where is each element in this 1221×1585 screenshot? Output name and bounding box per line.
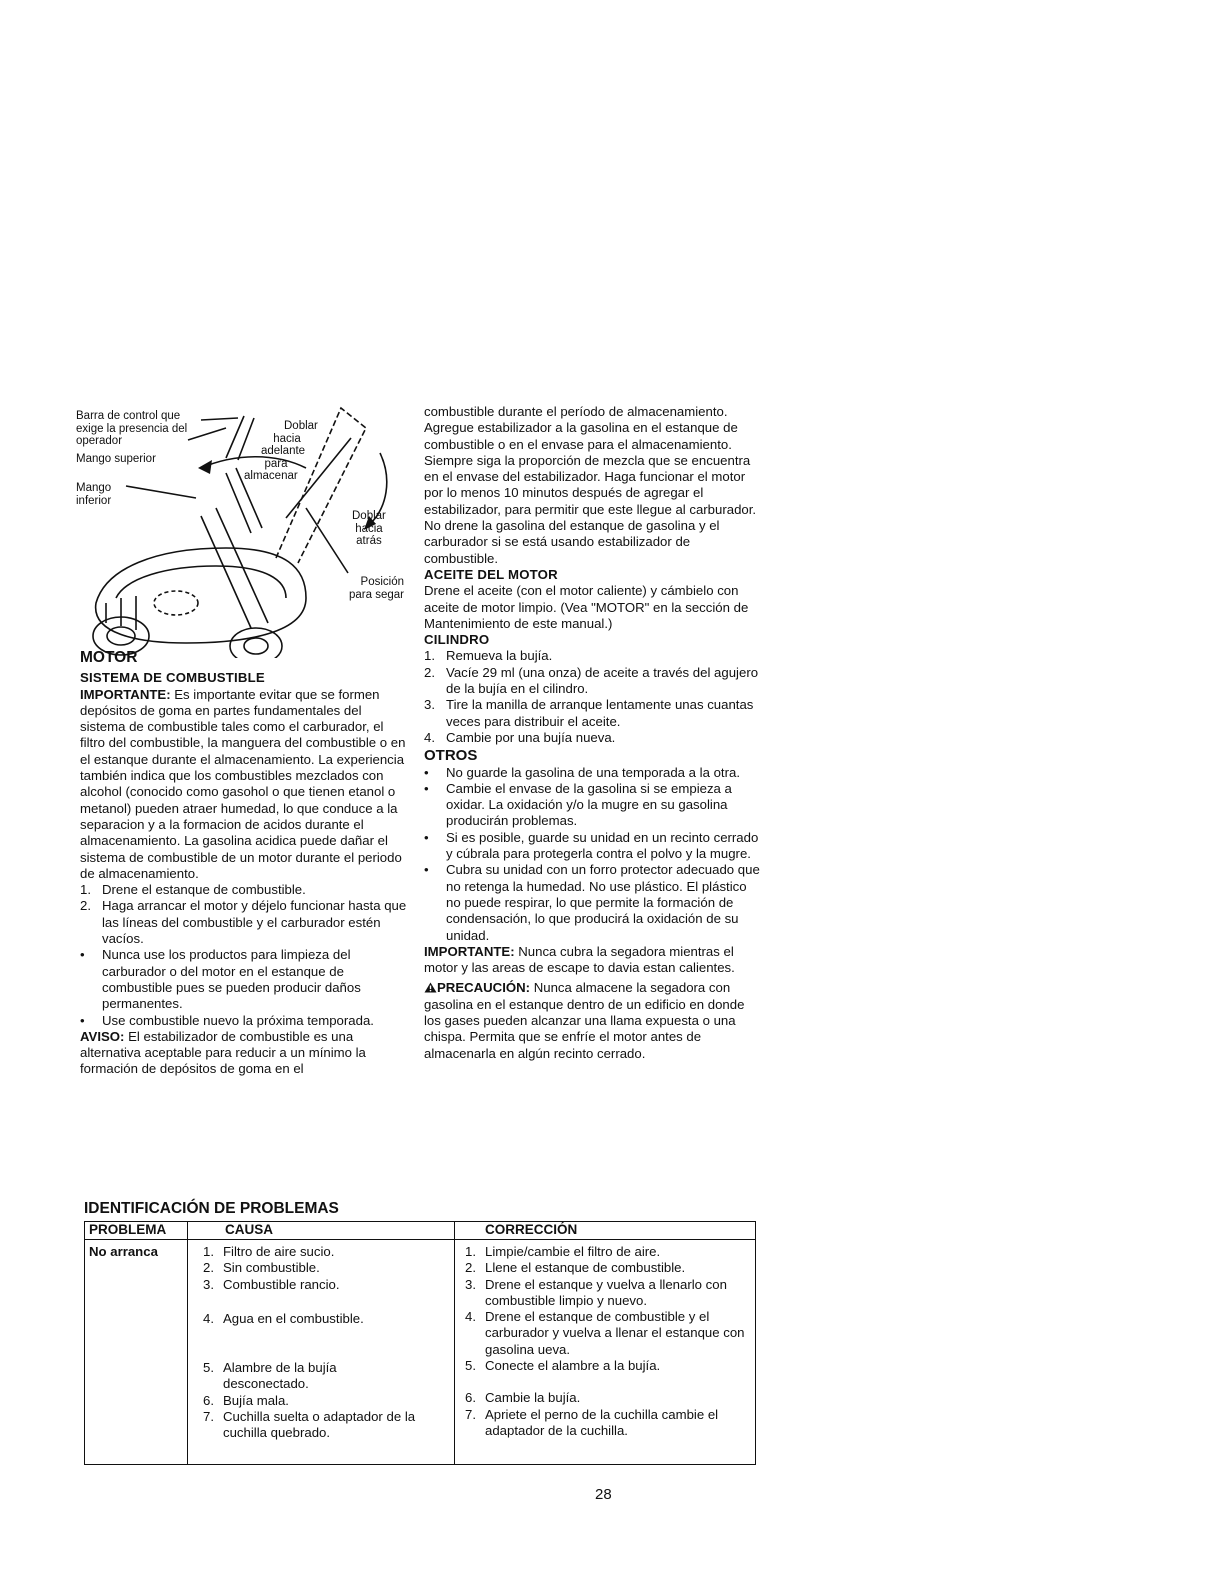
important-text: Es importante evitar que se formen depósitos de goma en partes fundamentales del sistema de combustible tales como el carburador, el filtro del combustible, la manguera del combustible o en el estanque durante el almacenamiento. La experiencia también indica que los combustibles mezclados con alcohol (conocido como gasohol o que tienen etanol o metanol) pueden atraer humedad, lo que conduce a la separacion y a la formacion de acidos durante el almacenamiento. La gasolina acidica puede dañar el sistema de combustible de un motor durante el periodo de almacenamiento. — [80, 686, 406, 881]
list-item — [424, 862, 762, 943]
list-marker: 1. — [80, 882, 91, 898]
troubleshooting-table — [84, 1221, 756, 1465]
important-label: IMPORTANTE: — [80, 686, 171, 702]
list-text: Remueva la bujía. — [446, 648, 553, 664]
row-text: Agua en el combustible. — [223, 1310, 364, 1326]
row-number: 4. — [465, 1309, 476, 1325]
important-label: IMPORTANTE: — [424, 943, 515, 959]
fold-back-label — [352, 510, 386, 548]
troubleshooting-heading: IDENTIFICACIÓN DE PROBLEMAS — [84, 1200, 339, 1217]
list-item — [424, 648, 762, 664]
column-divider — [187, 1222, 188, 1464]
row-text: Llene el estanque de combustible. — [485, 1260, 686, 1276]
list-text: No guarde la gasolina de una temporada a la otra. — [446, 764, 740, 780]
bullet-marker: • — [80, 947, 85, 963]
list-item — [80, 947, 410, 1012]
table-row — [203, 1311, 443, 1327]
control-bar-label — [76, 410, 187, 448]
table-row — [203, 1260, 443, 1276]
list-text: Drene el estanque de combustible. — [102, 882, 306, 898]
table-row — [465, 1390, 750, 1406]
row-text: Conecte el alambre a la bujía. — [485, 1358, 661, 1374]
row-text: Bujía mala. — [223, 1392, 289, 1408]
row-number: 5. — [465, 1358, 476, 1374]
row-text: Apriete el perno de la cuchilla cambie el adaptador de la cuchilla. — [485, 1406, 719, 1438]
row-text: Alambre de la bujía desconectado. — [223, 1360, 337, 1392]
row-number: 6. — [203, 1392, 214, 1408]
label-line: Doblar — [284, 420, 318, 432]
list-item — [424, 730, 762, 746]
list-text: Si es posible, guarde su unidad en un recinto cerrado y cúbrala para protegerla contra el polvo y la mugre. — [446, 829, 759, 862]
lower-handle-label — [76, 482, 111, 507]
list-item — [80, 898, 410, 947]
table-row — [203, 1277, 443, 1293]
row-number: 1. — [465, 1244, 476, 1259]
row-number: 6. — [465, 1390, 476, 1406]
list-item — [424, 765, 762, 781]
right-column — [424, 404, 762, 1062]
row-number: 5. — [203, 1360, 214, 1376]
label-line: hacia — [355, 522, 383, 535]
list-item — [424, 665, 762, 698]
row-text: Drene el estanque y vuelva a llenarlo con combustible limpio y nuevo. — [485, 1276, 727, 1308]
page-number: 28 — [595, 1486, 612, 1503]
list-text: Use combustible nuevo la próxima temporada. — [102, 1012, 374, 1028]
list-text: Cambie el envase de la gasolina si se empieza a oxidar. La oxidación y/o la mugre en su gasolina producirán problemas. — [446, 780, 732, 829]
row-text: Limpie/cambie el filtro de aire. — [485, 1244, 661, 1259]
fuel-bullets-list — [80, 947, 410, 1028]
list-item — [80, 882, 410, 898]
list-marker: 2. — [80, 898, 91, 914]
row-text: Filtro de aire sucio. — [223, 1244, 335, 1259]
engine-oil-paragraph: Drene el aceite (con el motor caliente) y cámbielo con aceite de motor limpio. (Vea "MOTOR" en la sección de Mantenimiento de este manual.) — [424, 583, 749, 631]
list-text: Vacíe 29 ml (una onza) de aceite a través del agujero de la bujía en el cilindro. — [446, 664, 759, 697]
column-divider — [454, 1222, 455, 1464]
list-text: Haga arrancar el motor y déjelo funcionar hasta que las líneas del combustible y el carburador estén vacíos. — [102, 898, 407, 947]
important-text: Nunca cubra la segadora mientras el motor y las areas de escape to davia estan calientes. — [424, 943, 735, 976]
corrections-cell — [465, 1244, 750, 1439]
row-text: Cambie la bujía. — [485, 1390, 581, 1406]
list-item — [424, 781, 762, 830]
row-number: 7. — [465, 1406, 476, 1422]
header-correction: CORRECCIÓN — [485, 1222, 578, 1237]
cylinder-steps-list — [424, 648, 762, 746]
stabilizer-paragraph: combustible durante el período de almacenamiento. Agregue estabilizador a la gasolina en el estanque de combustible o en el envase para el almacenamiento. Siempre siga la proporción de mezcla que se encuentra en el envase del estabilizador. Haga funcionar el motor por lo menos 10 minutos después de agregar el estabilizador, para permitir que este llegue al carburador. No drene la gasolina del estanque de gasolina y el carburador si se está usando estabilizador de combustible. — [424, 404, 757, 566]
bullet-marker: • — [424, 764, 429, 780]
table-row — [465, 1358, 750, 1374]
row-number: 2. — [203, 1260, 214, 1276]
notice-paragraph — [80, 1029, 410, 1078]
fuel-steps-list — [80, 882, 410, 947]
label-line: Doblar — [352, 510, 386, 522]
table-row — [203, 1409, 433, 1442]
left-column — [80, 650, 410, 1078]
table-row — [465, 1407, 750, 1440]
list-text: Nunca use los productos para limpieza del carburador o del motor en el estanque de combustible pues se pueden producir daños permanentes. — [102, 947, 361, 1012]
table-row — [465, 1309, 750, 1358]
label-line: hacia — [273, 432, 301, 445]
header-problem: PROBLEMA — [89, 1222, 167, 1237]
bullet-marker: • — [424, 862, 429, 878]
table-row — [465, 1244, 750, 1260]
engine-oil-heading: ACEITE DEL MOTOR — [424, 566, 558, 582]
label-line: exige la presencia del — [76, 422, 188, 435]
list-marker: 2. — [424, 664, 435, 680]
label-line: almacenar — [244, 470, 298, 482]
row-number: 1. — [203, 1244, 214, 1259]
list-text: Tire la manilla de arranque lentamente unas cuantas veces para distribuir el aceite. — [446, 697, 754, 729]
causes-cell — [203, 1244, 443, 1442]
label-line: Barra de control que — [76, 410, 181, 422]
mow-position-label — [342, 576, 404, 601]
list-text: Cambie por una bujía nueva. — [446, 729, 616, 745]
motor-heading: MOTOR — [80, 649, 138, 666]
mower-illustration — [76, 398, 414, 658]
problem-cell: No arranca — [89, 1244, 158, 1259]
list-marker: 1. — [424, 648, 435, 664]
fuel-system-heading: SISTEMA DE COMBUSTIBLE — [80, 670, 265, 686]
notice-label: AVISO: — [80, 1028, 125, 1044]
label-line: Mango — [76, 482, 112, 494]
important-paragraph-2 — [424, 944, 762, 977]
other-heading: OTROS — [424, 747, 478, 765]
row-number: 4. — [203, 1310, 214, 1326]
list-item — [424, 697, 762, 730]
warning-triangle-icon — [424, 982, 437, 993]
row-number: 7. — [203, 1409, 214, 1425]
label-line: Posición — [360, 576, 404, 588]
row-number: 3. — [465, 1276, 476, 1292]
caution-text: Nunca almacene la segadora con gasolina en el estanque dentro de un edificio en donde los gases pueden alcanzar una llama expuesta o una chispa. Permita que se enfríe el motor antes de almacenarla en algún recinto cerrado. — [424, 980, 745, 1061]
label-line: atrás — [356, 535, 382, 547]
table-row — [203, 1360, 363, 1393]
row-text: Sin combustible. — [223, 1260, 320, 1276]
header-cause: CAUSA — [225, 1222, 274, 1237]
list-text: Cubra su unidad con un forro protector adecuado que no retenga la humedad. No use plástico. El plástico no puede respirar, lo que permite la formación de condensación, lo que producirá la oxidación de su unidad. — [446, 862, 760, 943]
list-item — [80, 1013, 410, 1029]
fold-forward-label — [244, 420, 316, 483]
table-row — [203, 1393, 443, 1409]
notice-text: El estabilizador de combustible es una alternativa aceptable para reducir a un mínimo la formación de depósitos de goma en el — [80, 1028, 366, 1077]
other-bullets-list — [424, 765, 762, 944]
upper-handle-label: Mango superior — [76, 453, 156, 465]
table-row — [465, 1277, 750, 1310]
label-line: para — [264, 457, 288, 470]
label-line: operador — [76, 435, 123, 447]
table-row — [465, 1260, 750, 1276]
caution-paragraph — [424, 980, 762, 1061]
list-item — [424, 830, 762, 863]
bullet-marker: • — [80, 1012, 85, 1028]
label-line: inferior — [76, 494, 112, 507]
row-text: Combustible rancio. — [223, 1276, 340, 1292]
row-text: Drene el estanque de combustible y el carburador y vuelva a llenar el estanque con gasolina ueva. — [485, 1309, 745, 1357]
header-divider — [85, 1239, 755, 1240]
bullet-marker: • — [424, 780, 429, 796]
cylinder-heading: CILINDRO — [424, 632, 490, 648]
row-number: 2. — [465, 1260, 476, 1276]
row-number: 3. — [203, 1276, 214, 1292]
important-paragraph — [80, 687, 410, 883]
label-line: para segar — [349, 588, 404, 601]
bullet-marker: • — [424, 829, 429, 845]
row-text: Cuchilla suelta o adaptador de la cuchilla quebrado. — [223, 1409, 416, 1441]
caution-label: PRECAUCIÓN: — [437, 980, 531, 996]
label-line: adelante — [260, 445, 306, 457]
table-row — [203, 1244, 443, 1260]
list-marker: 3. — [424, 697, 435, 713]
list-marker: 4. — [424, 729, 435, 745]
